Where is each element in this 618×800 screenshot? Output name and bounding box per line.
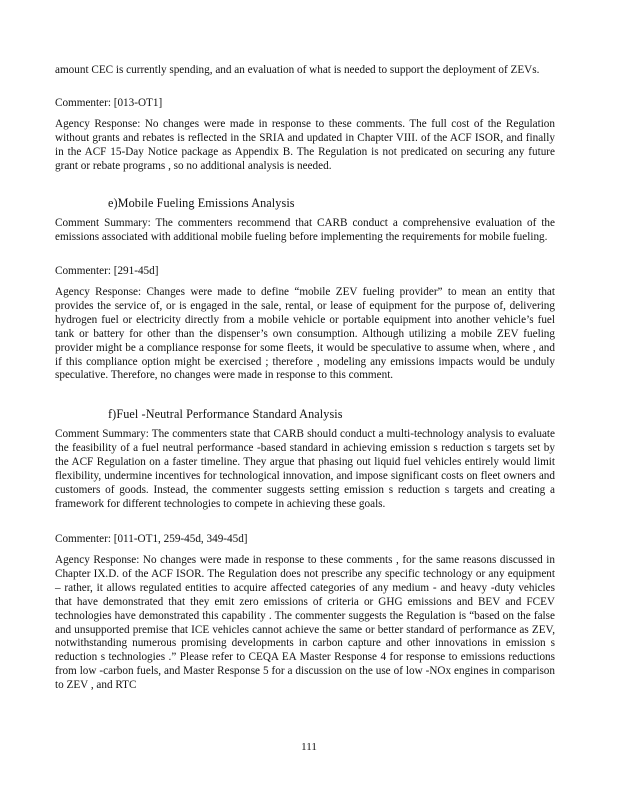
commenter-text-3: Commenter: [011-OT1, 259-45d, 349-45d] — [55, 533, 248, 545]
agency-response-1-text: Agency Response: No changes were made in response to these comments. The full cost of the Regulation without grants and rebates is reflected in the SRIA and updated in Chapter VIII. of the ACF ISOR, and finally in the ACF 15-Day Notice package as Appendix B. The Regulation is not predicated on securing any future grant or rebate programs , so no additional analysis is needed. — [55, 118, 555, 172]
agency-response-3-text: Agency Response: No changes were made in response to these comments , for the same reasons discussed in Chapter IX.D. of the ACF ISOR. The Regulation does not prescribe any specific technology or any equipment – rather, it allows regulated entities to acquire affected categories of any medium - and heavy -duty vehicles that have demonstrated that they emit zero emissions of criteria or GHG emissions and BEV and FCEV technologies have demonstrated this capability . The commenter suggests the Regulation is “based on the false and unsupported premise that ICE vehicles cannot achieve the same or better standard of performance as ZEV, notwithstanding numerous promising developments in carbon capture and other innovations in emission s reduction s technologies .” Please refer to CEQA EA Master Response 4 for response to emissions reductions from low -carbon fuels, and Master Response 5 for a discussion on the use of low -NOx engines in comparison to ZEV , and RTC — [55, 554, 555, 692]
commenter-text-1: Commenter: [013-OT1] — [55, 97, 163, 109]
section-heading-f: f)Fuel -Neutral Performance Standard Analysis — [108, 407, 343, 421]
comment-summary-f-text: Comment Summary: The commenters state that CARB should conduct a multi-technology analysis to evaluate the feasibility of a fuel neutral performance -based standard in achieving emission s reduction s targets set by the ACF Regulation on a faster timeline. They argue that phasing out liquid fuel vehicles entirely would limit flexibility, undermine incentives for technological innovation, and impose significant costs on fleet owners and customers of goods. Instead, the commenter suggests setting emission s reduction s targets and creating a framework for different technologies to compete in achieving these goals. — [55, 428, 555, 510]
section-heading-e: e)Mobile Fueling Emissions Analysis — [108, 196, 295, 210]
commenter-line-1 — [55, 97, 555, 111]
commenter-text-2: Commenter: [291-45d] — [55, 265, 159, 277]
comment-summary-f — [55, 428, 555, 511]
agency-response-2 — [55, 286, 555, 383]
comment-summary-e-text: Comment Summary: The commenters recommend that CARB conduct a comprehensive evaluation of the emissions associated with additional mobile fueling before implementing the requirements for mobile fueling. — [55, 217, 555, 243]
paragraph-intro — [55, 64, 555, 78]
agency-response-3 — [55, 554, 555, 693]
agency-response-2-text: Agency Response: Changes were made to define “mobile ZEV fueling provider” to mean an entity that provides the service of, or is engaged in the sale, rental, or lease of equipment for the purpose of, delivering hydrogen fuel or electricity directly from a mobile vehicle or portable equipment into another vehicle’s fuel tank or battery for other than the dispenser’s own consumption. Although utilizing a mobile ZEV fueling provider might be a compliance response for some fleets, it would be speculative to assume when, where , and if this compliance option might be exercised ; therefore , modeling any emissions impacts would be unduly speculative. Therefore, no changes were made in response to this comment. — [55, 286, 555, 382]
page-number: 111 — [301, 741, 317, 753]
comment-summary-e — [55, 217, 555, 245]
agency-response-1 — [55, 118, 555, 174]
commenter-line-2 — [55, 265, 555, 279]
commenter-line-3 — [55, 533, 555, 547]
paragraph-intro-text: amount CEC is currently spending, and an evaluation of what is needed to support the deployment of ZEVs. — [55, 64, 540, 76]
